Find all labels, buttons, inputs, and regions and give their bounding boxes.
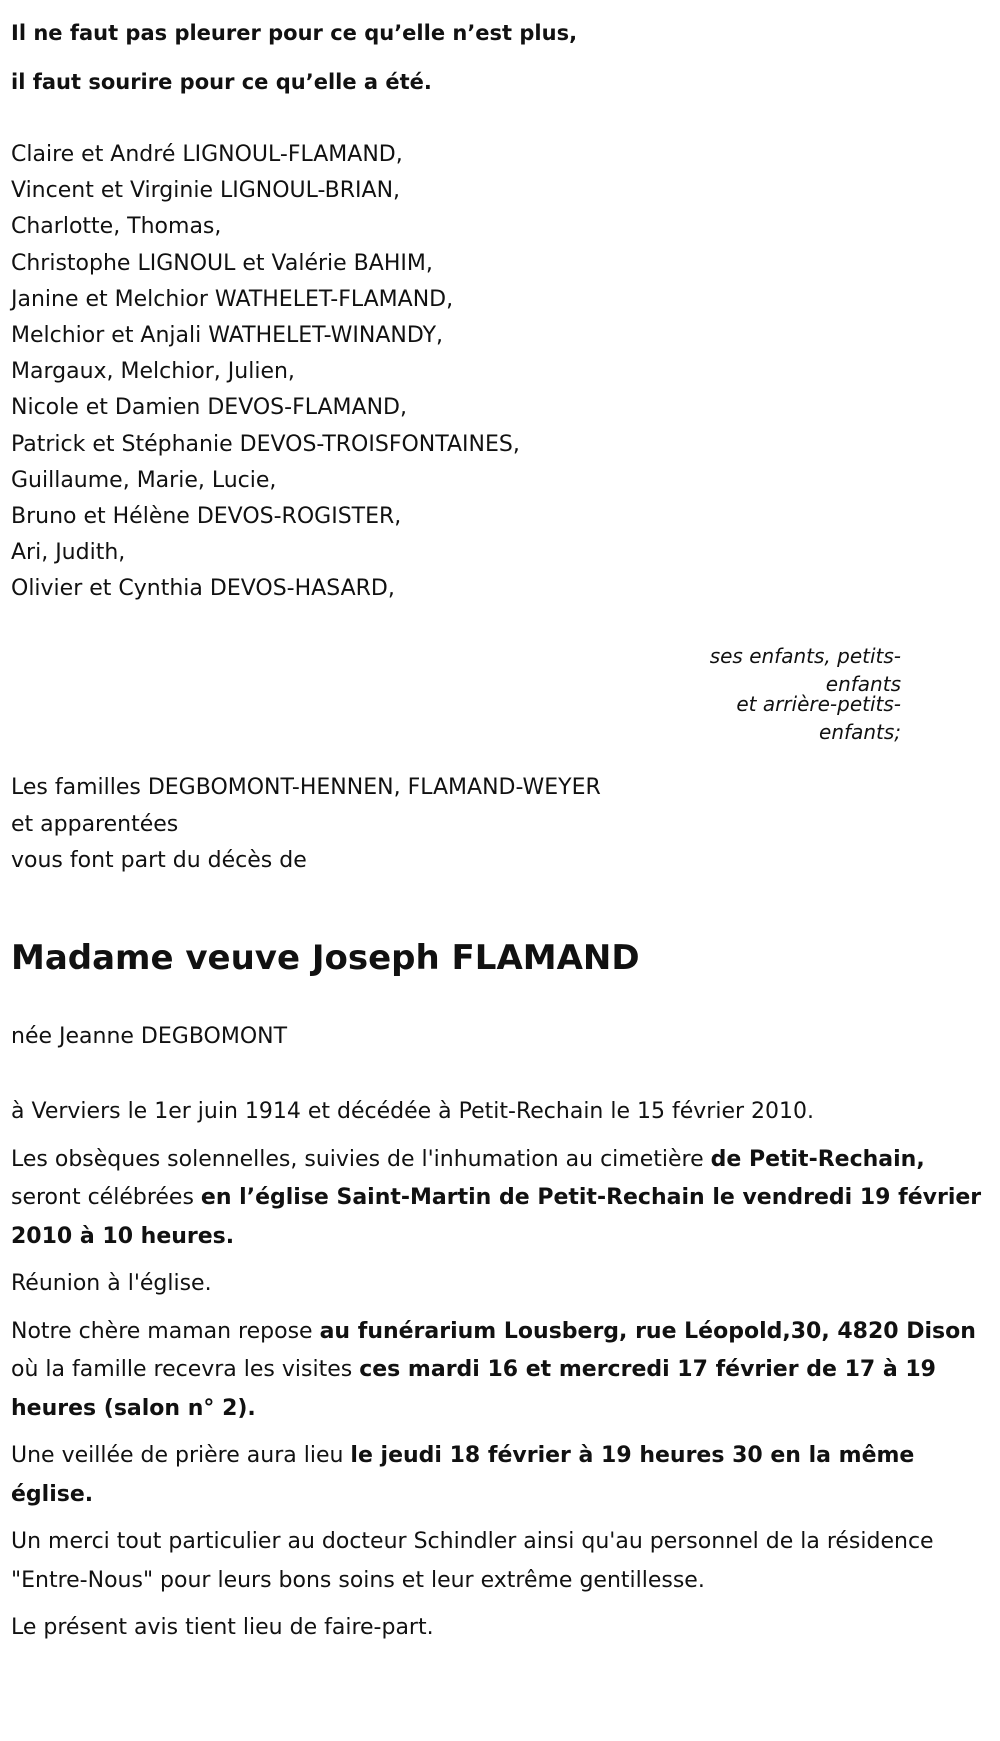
maiden-name: née Jeanne DEGBOMONT xyxy=(11,1024,288,1049)
reunion-paragraph: Réunion à l'église. xyxy=(11,1271,212,1296)
other-families-line: Les familles DEGBOMONT-HENNEN, FLAMAND-WEYER xyxy=(11,775,601,800)
rest-text: Notre chère maman repose xyxy=(11,1318,320,1344)
funeral-cemetery: de Petit-Rechain, xyxy=(710,1146,925,1172)
relation-line: et arrière-petits- xyxy=(736,692,901,716)
funeral-text: seront célébrées xyxy=(11,1185,201,1210)
other-families xyxy=(11,770,601,880)
other-families-line: et apparentées xyxy=(11,811,179,837)
other-families-line: vous font part du décès de xyxy=(11,848,307,873)
relation-caption xyxy=(601,638,901,750)
obituary-details xyxy=(11,1093,986,1657)
epigraph-line: Il ne faut pas pleurer pour ce qu’elle n’est plus, xyxy=(11,21,578,45)
family-member: Olivier et Cynthia DEVOS-HASARD, xyxy=(11,576,395,602)
relation-line: ses enfants, petits- xyxy=(709,644,901,668)
epigraph xyxy=(11,9,577,107)
notice-paragraph: Le présent avis tient lieu de faire-part. xyxy=(11,1615,434,1640)
family-member: Christophe LIGNOUL et Valérie BAHIM, xyxy=(11,250,433,276)
family-list xyxy=(11,137,520,608)
birth-death-paragraph: à Verviers le 1er juin 1914 et décédée à Petit-Rechain le 15 février 2010. xyxy=(11,1099,815,1124)
family-member: Bruno et Hélène DEVOS-ROGISTER, xyxy=(11,504,402,530)
visit-times: ces mardi 16 et mercredi 17 février de 17 à 19 heures (salon n° 2). xyxy=(11,1357,936,1421)
family-member: Patrick et Stéphanie DEVOS-TROISFONTAINES, xyxy=(11,431,520,457)
relation-line: enfants; xyxy=(819,720,901,744)
rest-text: où la famille recevra les visites xyxy=(11,1357,360,1382)
family-member: Charlotte, Thomas, xyxy=(11,214,222,240)
family-member: Ari, Judith, xyxy=(11,540,126,566)
family-member: Claire et André LIGNOUL-FLAMAND, xyxy=(11,142,403,167)
relation-line: enfants xyxy=(825,672,901,696)
thanks-paragraph: Un merci tout particulier au docteur Schindler ainsi qu'au personnel de la résidence "Entre-Nous" pour leurs bons soins et leur extrême gentillesse. xyxy=(11,1529,934,1593)
vigil-text: Une veillée de prière aura lieu xyxy=(11,1443,351,1468)
deceased-name: Madame veuve Joseph FLAMAND xyxy=(11,938,640,978)
family-member: Vincent et Virginie LIGNOUL-BRIAN, xyxy=(11,178,401,204)
rest-location: au funérarium Lousberg, rue Léopold,30, 4820 Dison xyxy=(319,1318,976,1344)
family-member: Margaux, Melchior, Julien, xyxy=(11,359,295,385)
rest-paragraph xyxy=(11,1313,986,1429)
family-member: Guillaume, Marie, Lucie, xyxy=(11,467,277,493)
epigraph-line: il faut sourire pour ce qu’elle a été. xyxy=(11,70,432,94)
family-member: Melchior et Anjali WATHELET-WINANDY, xyxy=(11,323,444,349)
vigil-time-place: le jeudi 18 février à 19 heures 30 en la même église. xyxy=(11,1443,915,1507)
family-member: Nicole et Damien DEVOS-FLAMAND, xyxy=(11,395,407,421)
funeral-paragraph xyxy=(11,1141,986,1257)
funeral-church-time: en l’église Saint-Martin de Petit-Rechain le vendredi 19 février 2010 à 10 heures. xyxy=(11,1185,982,1249)
vigil-paragraph xyxy=(11,1437,986,1514)
family-member: Janine et Melchior WATHELET-FLAMAND, xyxy=(11,286,454,312)
funeral-text: Les obsèques solennelles, suivies de l'inhumation au cimetière xyxy=(11,1146,711,1172)
